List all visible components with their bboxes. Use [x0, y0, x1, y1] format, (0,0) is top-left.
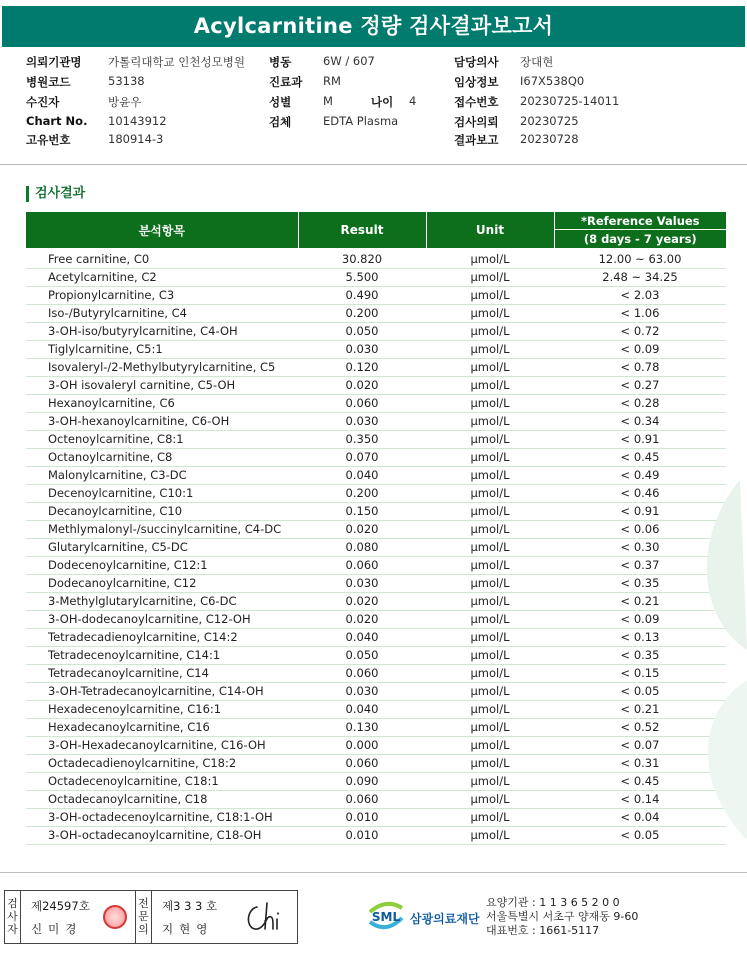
table-row: [26, 773, 726, 791]
results-table: [26, 212, 726, 845]
reference-value: < 0.28: [554, 395, 726, 413]
table-row: [26, 449, 726, 467]
reference-value: < 0.35: [554, 647, 726, 665]
analyte-name: Tetradecenoylcarnitine, C14:1: [26, 647, 298, 665]
signature-icon: [243, 899, 287, 935]
reference-value: < 0.05: [554, 827, 726, 845]
clinical-info-value: I67X538Q0: [520, 74, 585, 88]
recipient-label: 수진자: [26, 95, 60, 109]
unit-value: μmol/L: [426, 647, 554, 665]
ward-label: 병동: [269, 55, 292, 69]
result-value: 0.040: [298, 467, 426, 485]
unit-value: μmol/L: [426, 341, 554, 359]
header-reference: *Reference Values: [554, 212, 726, 230]
reference-value: < 0.91: [554, 503, 726, 521]
reference-value: 12.00 ~ 63.00: [554, 248, 726, 269]
analyte-name: Dodecanoylcarnitine, C12: [26, 575, 298, 593]
table-row: [26, 413, 726, 431]
hospital-code-label: 병원코드: [26, 75, 71, 89]
unit-value: μmol/L: [426, 449, 554, 467]
analyte-name: 3-OH-octadecenoylcarnitine, C18:1-OH: [26, 809, 298, 827]
reference-value: < 0.72: [554, 323, 726, 341]
analyte-name: Hexadecenoylcarnitine, C16:1: [26, 701, 298, 719]
table-row: [26, 485, 726, 503]
table-row: [26, 341, 726, 359]
unit-value: μmol/L: [426, 359, 554, 377]
analyte-name: Free carnitine, C0: [26, 248, 298, 269]
table-row: [26, 827, 726, 845]
unit-value: μmol/L: [426, 809, 554, 827]
result-value: 0.080: [298, 539, 426, 557]
analyte-name: 3-OH-Tetradecanoylcarnitine, C14-OH: [26, 683, 298, 701]
reference-value: < 0.46: [554, 485, 726, 503]
analyte-name: Decenoylcarnitine, C10:1: [26, 485, 298, 503]
reference-value: < 0.35: [554, 575, 726, 593]
unit-value: μmol/L: [426, 701, 554, 719]
specialist-license-no: 제3 3 3 호: [162, 899, 218, 913]
table-row: [26, 248, 726, 269]
results-body: [26, 248, 726, 845]
table-row: [26, 269, 726, 287]
ward-value: 6W / 607: [323, 54, 375, 68]
unit-value: μmol/L: [426, 791, 554, 809]
header-item: 분석항목: [26, 212, 298, 248]
result-value: 0.490: [298, 287, 426, 305]
result-value: 0.000: [298, 737, 426, 755]
table-row: [26, 629, 726, 647]
reference-value: < 0.07: [554, 737, 726, 755]
table-row: [26, 683, 726, 701]
header-unit: Unit: [426, 212, 554, 248]
reference-value: < 0.45: [554, 773, 726, 791]
reference-value: < 0.21: [554, 593, 726, 611]
unit-value: μmol/L: [426, 737, 554, 755]
reference-value: < 0.34: [554, 413, 726, 431]
table-row: [26, 521, 726, 539]
table-row: [26, 791, 726, 809]
unit-value: μmol/L: [426, 467, 554, 485]
reference-value: < 0.13: [554, 629, 726, 647]
sml-logo-icon: [366, 896, 406, 936]
report-date-label: 결과보고: [454, 133, 499, 147]
info-row: [26, 132, 726, 150]
result-value: 0.120: [298, 359, 426, 377]
unit-value: μmol/L: [426, 575, 554, 593]
unit-value: μmol/L: [426, 413, 554, 431]
analyte-name: Tiglylcarnitine, C5:1: [26, 341, 298, 359]
analyte-name: Isovaleryl-/2-Methylbutyrylcarnitine, C5: [26, 359, 298, 377]
unit-value: μmol/L: [426, 395, 554, 413]
result-value: 0.040: [298, 701, 426, 719]
table-row: [26, 359, 726, 377]
analyte-name: 3-OH-hexanoylcarnitine, C6-OH: [26, 413, 298, 431]
table-row: [26, 719, 726, 737]
result-value: 5.500: [298, 269, 426, 287]
unit-value: μmol/L: [426, 305, 554, 323]
chart-no-label: Chart No.: [26, 114, 88, 128]
result-value: 0.020: [298, 377, 426, 395]
unit-value: μmol/L: [426, 665, 554, 683]
specialist-name: 지현영: [162, 922, 214, 936]
unit-value: μmol/L: [426, 431, 554, 449]
analyte-name: Tetradecanoylcarnitine, C14: [26, 665, 298, 683]
result-value: 30.820: [298, 248, 426, 269]
header-result: Result: [298, 212, 426, 248]
specimen-value: EDTA Plasma: [323, 114, 399, 128]
result-value: 0.090: [298, 773, 426, 791]
result-value: 0.350: [298, 431, 426, 449]
analyte-name: 3-OH-octadecanoylcarnitine, C18-OH: [26, 827, 298, 845]
result-value: 0.030: [298, 341, 426, 359]
result-value: 0.020: [298, 521, 426, 539]
doctor-label: 담당의사: [454, 55, 499, 69]
result-value: 0.010: [298, 809, 426, 827]
reference-value: < 0.15: [554, 665, 726, 683]
reference-value: < 0.04: [554, 809, 726, 827]
lab-name: 삼광의료재단: [410, 912, 480, 926]
department-label: 진료과: [269, 75, 303, 89]
divider: [0, 164, 747, 165]
table-row: [26, 557, 726, 575]
table-row: [26, 377, 726, 395]
reference-value: < 0.49: [554, 467, 726, 485]
result-value: 0.050: [298, 647, 426, 665]
report-footer: [0, 888, 747, 954]
unit-value: μmol/L: [426, 287, 554, 305]
analyte-name: Octadecadienoylcarnitine, C18:2: [26, 755, 298, 773]
recipient-value: 방윤우: [108, 95, 142, 109]
result-value: 0.200: [298, 305, 426, 323]
reference-value: < 2.03: [554, 287, 726, 305]
result-value: 0.130: [298, 719, 426, 737]
table-row: [26, 431, 726, 449]
analyte-name: Iso-/Butyrylcarnitine, C4: [26, 305, 298, 323]
analyte-name: Octadecanoylcarnitine, C18: [26, 791, 298, 809]
unit-value: μmol/L: [426, 683, 554, 701]
reference-value: < 0.14: [554, 791, 726, 809]
signature-box: [4, 890, 298, 944]
table-row: [26, 701, 726, 719]
result-value: 0.020: [298, 611, 426, 629]
table-row: [26, 665, 726, 683]
reference-value: < 0.91: [554, 431, 726, 449]
analyte-name: Decanoylcarnitine, C10: [26, 503, 298, 521]
institution-value: 가톨릭대학교 인천성모병원: [108, 55, 245, 69]
unit-value: μmol/L: [426, 377, 554, 395]
unit-value: μmol/L: [426, 593, 554, 611]
unit-value: μmol/L: [426, 719, 554, 737]
specimen-label: 검체: [269, 115, 292, 129]
reference-value: < 0.09: [554, 341, 726, 359]
analyte-name: Acetylcarnitine, C2: [26, 269, 298, 287]
reference-value: < 0.37: [554, 557, 726, 575]
seal-stamp-icon: [103, 905, 127, 929]
chart-no-value: 10143912: [108, 114, 167, 128]
unique-no-value: 180914-3: [108, 132, 164, 146]
unit-value: μmol/L: [426, 557, 554, 575]
result-value: 0.060: [298, 665, 426, 683]
unit-value: μmol/L: [426, 521, 554, 539]
sex-value: M: [323, 94, 333, 108]
reference-value: < 0.78: [554, 359, 726, 377]
result-value: 0.070: [298, 449, 426, 467]
table-row: [26, 503, 726, 521]
unit-value: μmol/L: [426, 755, 554, 773]
table-row: [26, 611, 726, 629]
divider: [0, 872, 747, 873]
unique-no-label: 고유번호: [26, 133, 71, 147]
analyte-name: 3-OH-dodecanoylcarnitine, C12-OH: [26, 611, 298, 629]
report-title: Acylcarnitine 정량 검사결과보고서: [2, 6, 745, 47]
analyte-name: 3-OH isovaleryl carnitine, C5-OH: [26, 377, 298, 395]
result-value: 0.060: [298, 557, 426, 575]
analyte-name: 3-OH-iso/butyrylcarnitine, C4-OH: [26, 323, 298, 341]
unit-value: μmol/L: [426, 269, 554, 287]
department-value: RM: [323, 74, 341, 88]
analyte-name: Octadecenoylcarnitine, C18:1: [26, 773, 298, 791]
analyte-name: Hexanoylcarnitine, C6: [26, 395, 298, 413]
specialist-caption: 전 문 의: [136, 891, 152, 943]
lab-code: 요양기관 : 1 1 3 6 5 2 0 0: [486, 896, 620, 909]
reference-value: < 0.06: [554, 521, 726, 539]
request-date-label: 검사의뢰: [454, 115, 499, 129]
unit-value: μmol/L: [426, 485, 554, 503]
reference-value: < 0.05: [554, 683, 726, 701]
reference-value: < 0.27: [554, 377, 726, 395]
table-row: [26, 287, 726, 305]
result-value: 0.150: [298, 503, 426, 521]
result-value: 0.030: [298, 413, 426, 431]
reference-value: 2.48 ~ 34.25: [554, 269, 726, 287]
reference-value: < 0.21: [554, 701, 726, 719]
table-row: [26, 575, 726, 593]
table-row: [26, 395, 726, 413]
clinical-info-label: 임상정보: [454, 75, 499, 89]
result-value: 0.020: [298, 593, 426, 611]
technician-license-no: 제24597호: [31, 899, 90, 913]
unit-value: μmol/L: [426, 248, 554, 269]
analyte-name: Octanoylcarnitine, C8: [26, 449, 298, 467]
age-value: 4: [409, 94, 417, 108]
result-value: 0.060: [298, 791, 426, 809]
result-value: 0.030: [298, 575, 426, 593]
analyte-name: Octenoylcarnitine, C8:1: [26, 431, 298, 449]
table-row: [26, 539, 726, 557]
result-value: 0.030: [298, 683, 426, 701]
table-row: [26, 809, 726, 827]
result-value: 0.040: [298, 629, 426, 647]
table-row: [26, 305, 726, 323]
analyte-name: Malonylcarnitine, C3-DC: [26, 467, 298, 485]
unit-value: μmol/L: [426, 503, 554, 521]
analyte-name: Hexadecanoylcarnitine, C16: [26, 719, 298, 737]
patient-info: [26, 54, 726, 154]
reference-value: < 1.06: [554, 305, 726, 323]
analyte-name: 3-Methylglutarylcarnitine, C6-DC: [26, 593, 298, 611]
header-reference-range: (8 days - 7 years): [554, 230, 726, 249]
info-row: [26, 54, 726, 72]
analyte-name: Tetradecadienoylcarnitine, C14:2: [26, 629, 298, 647]
analyte-name: Dodecenoylcarnitine, C12:1: [26, 557, 298, 575]
analyte-name: 3-OH-Hexadecanoylcarnitine, C16-OH: [26, 737, 298, 755]
reference-value: < 0.09: [554, 611, 726, 629]
hospital-code-value: 53138: [108, 74, 145, 88]
doctor-value: 장대현: [520, 55, 554, 69]
info-row: [26, 94, 726, 112]
svg-text:SML: SML: [371, 910, 401, 924]
reception-no-value: 20230725-14011: [520, 94, 620, 108]
result-value: 0.060: [298, 755, 426, 773]
info-row: [26, 114, 726, 132]
unit-value: μmol/L: [426, 629, 554, 647]
table-row: [26, 647, 726, 665]
unit-value: μmol/L: [426, 611, 554, 629]
sex-label: 성별: [269, 95, 292, 109]
table-row: [26, 593, 726, 611]
reference-value: < 0.45: [554, 449, 726, 467]
result-value: 0.200: [298, 485, 426, 503]
table-row: [26, 755, 726, 773]
analyte-name: Propionylcarnitine, C3: [26, 287, 298, 305]
report-date-value: 20230728: [520, 132, 579, 146]
unit-value: μmol/L: [426, 323, 554, 341]
analyte-name: Glutarylcarnitine, C5-DC: [26, 539, 298, 557]
unit-value: μmol/L: [426, 773, 554, 791]
lab-phone: 대표번호 : 1661-5117: [486, 924, 600, 937]
section-title: 검사결과: [26, 186, 85, 202]
reception-no-label: 접수번호: [454, 95, 499, 109]
unit-value: μmol/L: [426, 539, 554, 557]
age-label: 나이: [371, 95, 394, 109]
table-row: [26, 467, 726, 485]
lab-logo: [366, 896, 486, 940]
technician-caption: 검 사 자: [5, 891, 21, 943]
institution-label: 의뢰기관명: [26, 55, 82, 69]
reference-value: < 0.52: [554, 719, 726, 737]
lab-info: [486, 896, 638, 938]
info-row: [26, 74, 726, 92]
table-row: [26, 323, 726, 341]
reference-value: < 0.30: [554, 539, 726, 557]
result-value: 0.060: [298, 395, 426, 413]
lab-address: 서울특별시 서초구 양재동 9-60: [486, 910, 639, 923]
decorative-leaf-icon: [680, 480, 747, 860]
technician-name: 신미경: [31, 922, 83, 936]
result-value: 0.050: [298, 323, 426, 341]
unit-value: μmol/L: [426, 827, 554, 845]
table-row: [26, 737, 726, 755]
analyte-name: Methlymalonyl-/succinylcarnitine, C4-DC: [26, 521, 298, 539]
request-date-value: 20230725: [520, 114, 579, 128]
result-value: 0.010: [298, 827, 426, 845]
reference-value: < 0.31: [554, 755, 726, 773]
